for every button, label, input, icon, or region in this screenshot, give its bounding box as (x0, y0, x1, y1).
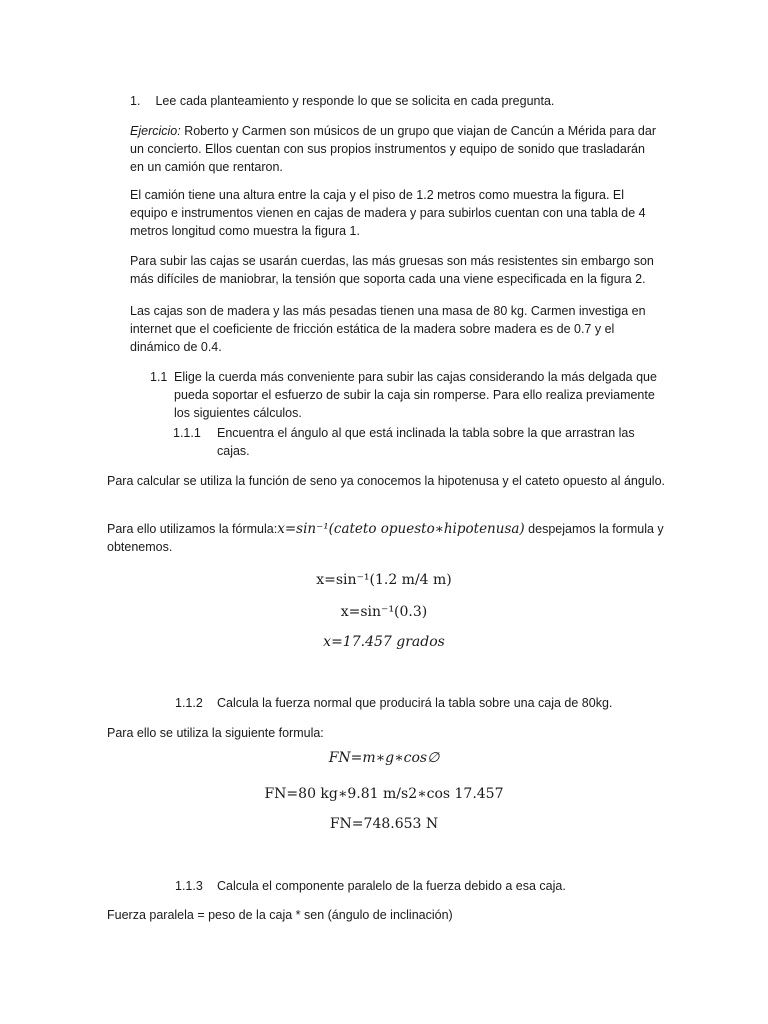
question-1-1-2 (175, 694, 655, 712)
item-1 (130, 92, 660, 110)
question-1-1-1-text: Encuentra el ángulo al que está inclinada la tabla sobre la que arrastran las cajas. (217, 426, 635, 458)
question-1-1-2-text: Calcula la fuerza normal que producirá la tabla sobre una caja de 80kg. (217, 696, 613, 710)
question-1-1-3-text: Calcula el componente paralelo de la fuerza debido a esa caja. (217, 879, 566, 893)
item-1-number: 1. (130, 94, 141, 108)
equation-angle-1: x=sin⁻¹(1.2 m/4 m) (316, 572, 452, 588)
formula-prefix: Para ello utilizamos la fórmula: (107, 522, 278, 536)
equation-normal-3: FN=748.653 N (329, 816, 439, 832)
question-1-1-number: 1.1 (150, 370, 168, 384)
exercise-label: Ejercicio: (130, 124, 181, 138)
equation-angle-2: x=sin⁻¹(0.3) (340, 604, 428, 620)
equation-normal-2: FN=80 kg∗9.81 m/s2∗cos 17.457 (264, 786, 504, 802)
parallel-force-formula: Fuerza paralela = peso de la caja * sen (ángulo de inclinación) (107, 908, 453, 922)
ropes-paragraph: Para subir las cajas se usarán cuerdas, las más gruesas son más resistentes sin embargo son más difíciles de maniobrar, la tensión que soporta cada una viene especificada en la figura 2. (130, 254, 654, 286)
equation-angle-3: x=17.457 grados (323, 634, 445, 650)
exercise-text: Roberto y Carmen son músicos de un grupo que viajan de Cancún a Mérida para dar un concierto. Ellos cuentan con sus propios instrumentos y equipo de sonido que trasladarán en un camión que rentaron. (130, 124, 656, 174)
question-1-1-2-number: 1.1.2 (175, 696, 203, 710)
question-1-1-3-number: 1.1.3 (175, 879, 203, 893)
equation-normal-1: FN=m∗g∗cos∅ (328, 750, 440, 766)
sine-explanation: Para calcular se utiliza la función de seno ya conocemos la hipotenusa y el cateto opuesto al ángulo. (107, 474, 665, 488)
item-1-text: Lee cada planteamiento y responde lo que se solicita en cada pregunta. (155, 94, 555, 108)
truck-paragraph: El camión tiene una altura entre la caja y el piso de 1.2 metros como muestra la figura. El equipo e instrumentos vienen en cajas de madera y para subirlos cuentan con una tabla de 4 metros longitud como muestra la figura 1. (130, 188, 646, 238)
question-1-1-3 (175, 877, 655, 895)
formula-suffix: despejamos la formula y obtenemos. (107, 522, 664, 554)
question-1-1-text: Elige la cuerda más conveniente para subir las cajas considerando la más delgada que pueda soportar el esfuerzo de subir la caja sin romperse. Para ello realiza previamente los siguientes cálculos. (174, 370, 657, 420)
boxes-paragraph: Las cajas son de madera y las más pesadas tienen una masa de 80 kg. Carmen investiga en internet que el coeficiente de fricción estática de la madera sobre madera es de 0.7 y el dinámico de 0.4. (130, 304, 646, 354)
formula-paragraph (107, 520, 667, 556)
question-1-1-1-number: 1.1.1 (173, 426, 201, 440)
question-1-1 (150, 368, 660, 422)
inline-formula: x=sin⁻¹(cateto opuesto∗hipotenusa) (277, 521, 525, 537)
formula-intro: Para ello se utiliza la siguiente formula: (107, 726, 324, 740)
question-1-1-1 (173, 424, 653, 460)
exercise-paragraph (130, 122, 660, 176)
